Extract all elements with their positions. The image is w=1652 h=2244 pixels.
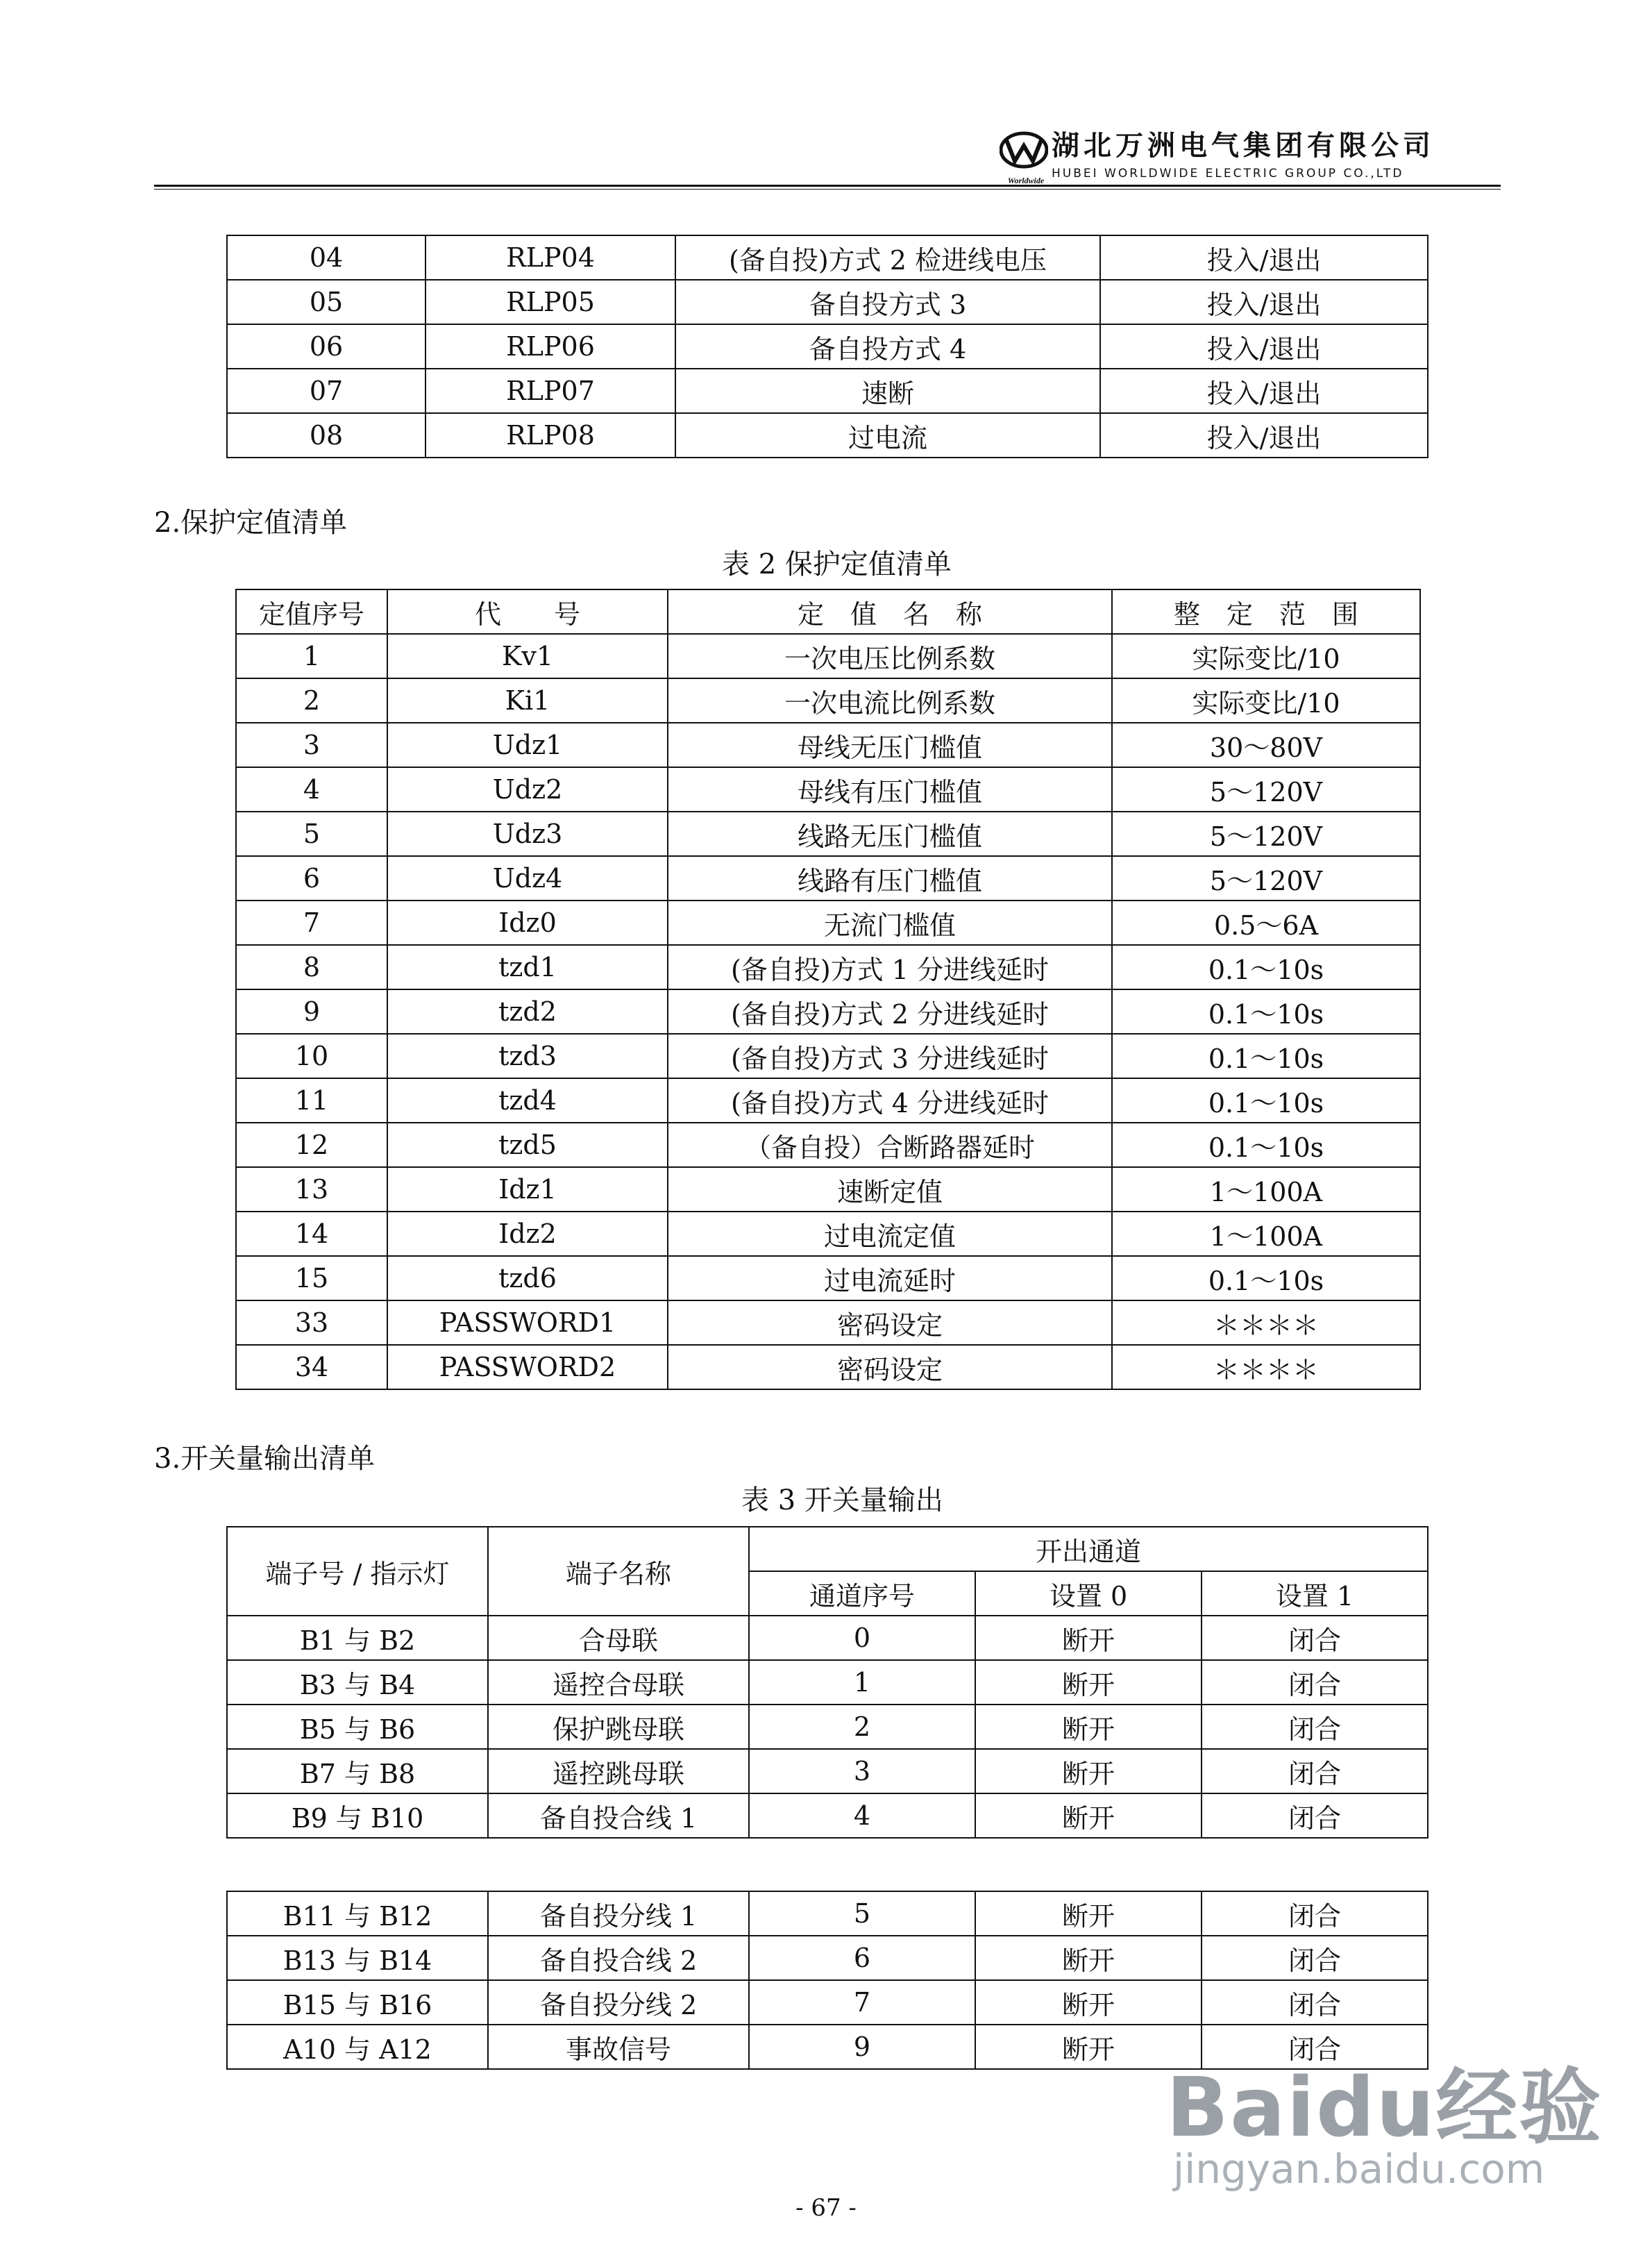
table-cell: 密码设定: [668, 1345, 1112, 1389]
table-cell: 断开: [975, 1749, 1202, 1793]
table-cell: Udz1: [387, 723, 668, 767]
table-cell: 一次电流比例系数: [668, 678, 1112, 723]
header-cell: 整 定 范 围: [1112, 589, 1420, 634]
table-cell: 5: [749, 1891, 975, 1936]
table-cell: 闭合: [1202, 1793, 1428, 1838]
table-cell: PASSWORD1: [387, 1300, 668, 1345]
table-cell: 12: [236, 1123, 387, 1167]
switch-output-table: [226, 1526, 1428, 1839]
table-row: [236, 989, 1420, 1034]
table-cell: B5 与 B6: [227, 1705, 488, 1749]
table-cell: Udz4: [387, 856, 668, 901]
table-cell: 备自投分线 2: [488, 1980, 749, 2025]
table-cell: 0: [749, 1616, 975, 1660]
table-cell: RLP07: [425, 369, 675, 413]
company-logo-icon: [1000, 131, 1048, 174]
table-cell: 9: [236, 989, 387, 1034]
table-cell: 33: [236, 1300, 387, 1345]
table-cell: Kv1: [387, 634, 668, 678]
table-cell: 3: [236, 723, 387, 767]
protection-settings-table: [235, 589, 1421, 1390]
table-cell: 母线无压门槛值: [668, 723, 1112, 767]
header-cell-channel: 通道序号: [749, 1571, 975, 1616]
table-cell: 8: [236, 945, 387, 989]
table-cell: 15: [236, 1256, 387, 1300]
table-cell: 速断定值: [668, 1167, 1112, 1212]
table-header-row: [236, 589, 1420, 634]
table-cell: 一次电压比例系数: [668, 634, 1112, 678]
table-cell: Idz1: [387, 1167, 668, 1212]
table-cell: 1～100A: [1112, 1167, 1420, 1212]
table-row: [236, 812, 1420, 856]
table-cell: 2: [236, 678, 387, 723]
table-row: [227, 280, 1428, 324]
table-cell: 保护跳母联: [488, 1705, 749, 1749]
table-cell: （备自投）合断路器延时: [668, 1123, 1112, 1167]
header-cell: 定 值 名 称: [668, 589, 1112, 634]
table-cell: (备自投)方式 2 分进线延时: [668, 989, 1112, 1034]
table-row: [227, 1749, 1428, 1793]
table-cell: RLP06: [425, 324, 675, 369]
table-cell: 断开: [975, 1980, 1202, 2025]
table-cell: 1: [749, 1660, 975, 1705]
table-cell: 实际变比/10: [1112, 678, 1420, 723]
table-cell: 0.5～6A: [1112, 901, 1420, 945]
table-cell: 9: [749, 2025, 975, 2069]
table-cell: 线路有压门槛值: [668, 856, 1112, 901]
table-row: [227, 1891, 1428, 1936]
table-cell: 10: [236, 1034, 387, 1078]
table-row: [227, 1793, 1428, 1838]
table-row: [236, 723, 1420, 767]
table-cell: 过电流: [675, 413, 1100, 458]
table-row: [227, 235, 1428, 280]
table-cell: 密码设定: [668, 1300, 1112, 1345]
table-cell: 速断: [675, 369, 1100, 413]
table-cell: 30～80V: [1112, 723, 1420, 767]
table-cell: 断开: [975, 1660, 1202, 1705]
table-cell: 母线有压门槛值: [668, 767, 1112, 812]
table-row: [227, 1936, 1428, 1980]
section-heading-outputs: 3.开关量输出清单: [154, 1443, 376, 1475]
table-cell: Ki1: [387, 678, 668, 723]
table-caption-outputs: 表 3 开关量输出: [741, 1484, 943, 1516]
table-row: [236, 1034, 1420, 1078]
table-row: [227, 413, 1428, 458]
table-cell: 投入/退出: [1100, 413, 1428, 458]
table-cell: 投入/退出: [1100, 235, 1428, 280]
table-cell: 无流门槛值: [668, 901, 1112, 945]
table-cell: 14: [236, 1212, 387, 1256]
table-cell: 闭合: [1202, 1660, 1428, 1705]
table-cell: 04: [227, 235, 425, 280]
table-cell: 5: [236, 812, 387, 856]
table-cell: Udz2: [387, 767, 668, 812]
table-cell: B15 与 B16: [227, 1980, 488, 2025]
table-cell: 13: [236, 1167, 387, 1212]
table-row: [236, 1345, 1420, 1389]
table-cell: 3: [749, 1749, 975, 1793]
header-divider: [154, 185, 1501, 187]
table-cell: 遥控合母联: [488, 1660, 749, 1705]
table-cell: 投入/退出: [1100, 280, 1428, 324]
table-row: [236, 1123, 1420, 1167]
table-cell: (备自投)方式 3 分进线延时: [668, 1034, 1112, 1078]
table-cell: 断开: [975, 2025, 1202, 2069]
table-cell: 0.1～10s: [1112, 945, 1420, 989]
table-row: [227, 1705, 1428, 1749]
table-row: [227, 1616, 1428, 1660]
header-cell-terminal: 端子号 / 指示灯: [227, 1527, 488, 1616]
header-cell-set1: 设置 1: [1202, 1571, 1428, 1616]
table-cell: 07: [227, 369, 425, 413]
table-cell: ＊＊＊＊: [1112, 1300, 1420, 1345]
header-cell-name: 端子名称: [488, 1527, 749, 1616]
table-cell: 6: [749, 1936, 975, 1980]
table-cell: 7: [236, 901, 387, 945]
table-cell: tzd4: [387, 1078, 668, 1123]
table-cell: 合母联: [488, 1616, 749, 1660]
table-cell: 投入/退出: [1100, 324, 1428, 369]
table-row: [236, 1212, 1420, 1256]
table-row: [236, 1256, 1420, 1300]
page-number: - 67 -: [795, 2194, 857, 2222]
table-cell: 备自投合线 1: [488, 1793, 749, 1838]
table-cell: 断开: [975, 1936, 1202, 1980]
table-cell: 6: [236, 856, 387, 901]
table-cell: Udz3: [387, 812, 668, 856]
logo-subtitle: Worldwide: [1007, 176, 1045, 185]
table-cell: 断开: [975, 1793, 1202, 1838]
table-cell: 备自投合线 2: [488, 1936, 749, 1980]
header-cell-group: 开出通道: [749, 1527, 1428, 1571]
table-cell: 0.1～10s: [1112, 1078, 1420, 1123]
company-name-en: HUBEI WORLDWIDE ELECTRIC GROUP CO.,LTD: [1052, 167, 1404, 181]
table-cell: B11 与 B12: [227, 1891, 488, 1936]
section-heading-settings: 2.保护定值清单: [154, 507, 348, 539]
table-cell: 断开: [975, 1891, 1202, 1936]
table-cell: B13 与 B14: [227, 1936, 488, 1980]
table-cell: tzd2: [387, 989, 668, 1034]
table-cell: PASSWORD2: [387, 1345, 668, 1389]
table-row: [227, 1660, 1428, 1705]
table-row: [227, 369, 1428, 413]
table-cell: tzd5: [387, 1123, 668, 1167]
table-caption-settings: 表 2 保护定值清单: [722, 549, 952, 580]
header-divider-thin: [154, 189, 1501, 190]
table-cell: RLP04: [425, 235, 675, 280]
table-cell: 闭合: [1202, 1749, 1428, 1793]
table-cell: 1: [236, 634, 387, 678]
table-row: [236, 634, 1420, 678]
table-row: [236, 856, 1420, 901]
table-cell: ＊＊＊＊: [1112, 1345, 1420, 1389]
table-cell: 闭合: [1202, 1891, 1428, 1936]
table-cell: B9 与 B10: [227, 1793, 488, 1838]
table-cell: 备自投方式 3: [675, 280, 1100, 324]
table-row: [227, 324, 1428, 369]
table-cell: 0.1～10s: [1112, 1123, 1420, 1167]
table-row: [227, 1980, 1428, 2025]
table-cell: 事故信号: [488, 2025, 749, 2069]
table-cell: tzd1: [387, 945, 668, 989]
table-cell: 4: [236, 767, 387, 812]
table-cell: 06: [227, 324, 425, 369]
table-cell: 闭合: [1202, 1705, 1428, 1749]
table-cell: 5～120V: [1112, 812, 1420, 856]
table-cell: 闭合: [1202, 1936, 1428, 1980]
table-cell: RLP08: [425, 413, 675, 458]
table-row: [236, 945, 1420, 989]
table-cell: 断开: [975, 1705, 1202, 1749]
table-header-row: [227, 1527, 1428, 1571]
table-cell: 遥控跳母联: [488, 1749, 749, 1793]
table-cell: 2: [749, 1705, 975, 1749]
table-cell: 备自投分线 1: [488, 1891, 749, 1936]
table-cell: (备自投)方式 1 分进线延时: [668, 945, 1112, 989]
company-name-cn: 湖北万洲电气集团有限公司: [1052, 130, 1435, 162]
watermark-brand: Baidu经验: [1166, 2059, 1603, 2155]
table-row: [236, 1167, 1420, 1212]
table-cell: 闭合: [1202, 1980, 1428, 2025]
table-cell: 5～120V: [1112, 767, 1420, 812]
table-cell: 线路无压门槛值: [668, 812, 1112, 856]
table-cell: Idz2: [387, 1212, 668, 1256]
table-cell: 投入/退出: [1100, 369, 1428, 413]
table-cell: 备自投方式 4: [675, 324, 1100, 369]
table-cell: Idz0: [387, 901, 668, 945]
table-cell: 闭合: [1202, 2025, 1428, 2069]
table-cell: 断开: [975, 1616, 1202, 1660]
table-row: [236, 901, 1420, 945]
table-cell: 05: [227, 280, 425, 324]
table-cell: 34: [236, 1345, 387, 1389]
table-cell: RLP05: [425, 280, 675, 324]
table-cell: 过电流定值: [668, 1212, 1112, 1256]
table-cell: 5～120V: [1112, 856, 1420, 901]
table-cell: (备自投)方式 4 分进线延时: [668, 1078, 1112, 1123]
table-cell: 0.1～10s: [1112, 989, 1420, 1034]
table-cell: tzd3: [387, 1034, 668, 1078]
table-row: [236, 1078, 1420, 1123]
table-cell: A10 与 A12: [227, 2025, 488, 2069]
table-cell: 实际变比/10: [1112, 634, 1420, 678]
table-cell: 0.1～10s: [1112, 1256, 1420, 1300]
watermark-url: jingyan.baidu.com: [1173, 2145, 1545, 2193]
table-cell: tzd6: [387, 1256, 668, 1300]
table-row: [236, 767, 1420, 812]
table-cell: 闭合: [1202, 1616, 1428, 1660]
table-cell: 过电流延时: [668, 1256, 1112, 1300]
table-cell: (备自投)方式 2 检进线电压: [675, 235, 1100, 280]
table-cell: 4: [749, 1793, 975, 1838]
table-row: [236, 678, 1420, 723]
table-cell: B1 与 B2: [227, 1616, 488, 1660]
header-cell: 代 号: [387, 589, 668, 634]
table-cell: B3 与 B4: [227, 1660, 488, 1705]
table-cell: B7 与 B8: [227, 1749, 488, 1793]
table-cell: 11: [236, 1078, 387, 1123]
table-cell: 08: [227, 413, 425, 458]
table-cell: 1～100A: [1112, 1212, 1420, 1256]
header-cell-set0: 设置 0: [975, 1571, 1202, 1616]
table-row: [236, 1300, 1420, 1345]
pressure-plate-table: [226, 235, 1428, 458]
header-cell: 定值序号: [236, 589, 387, 634]
table-cell: 7: [749, 1980, 975, 2025]
table-cell: 0.1～10s: [1112, 1034, 1420, 1078]
